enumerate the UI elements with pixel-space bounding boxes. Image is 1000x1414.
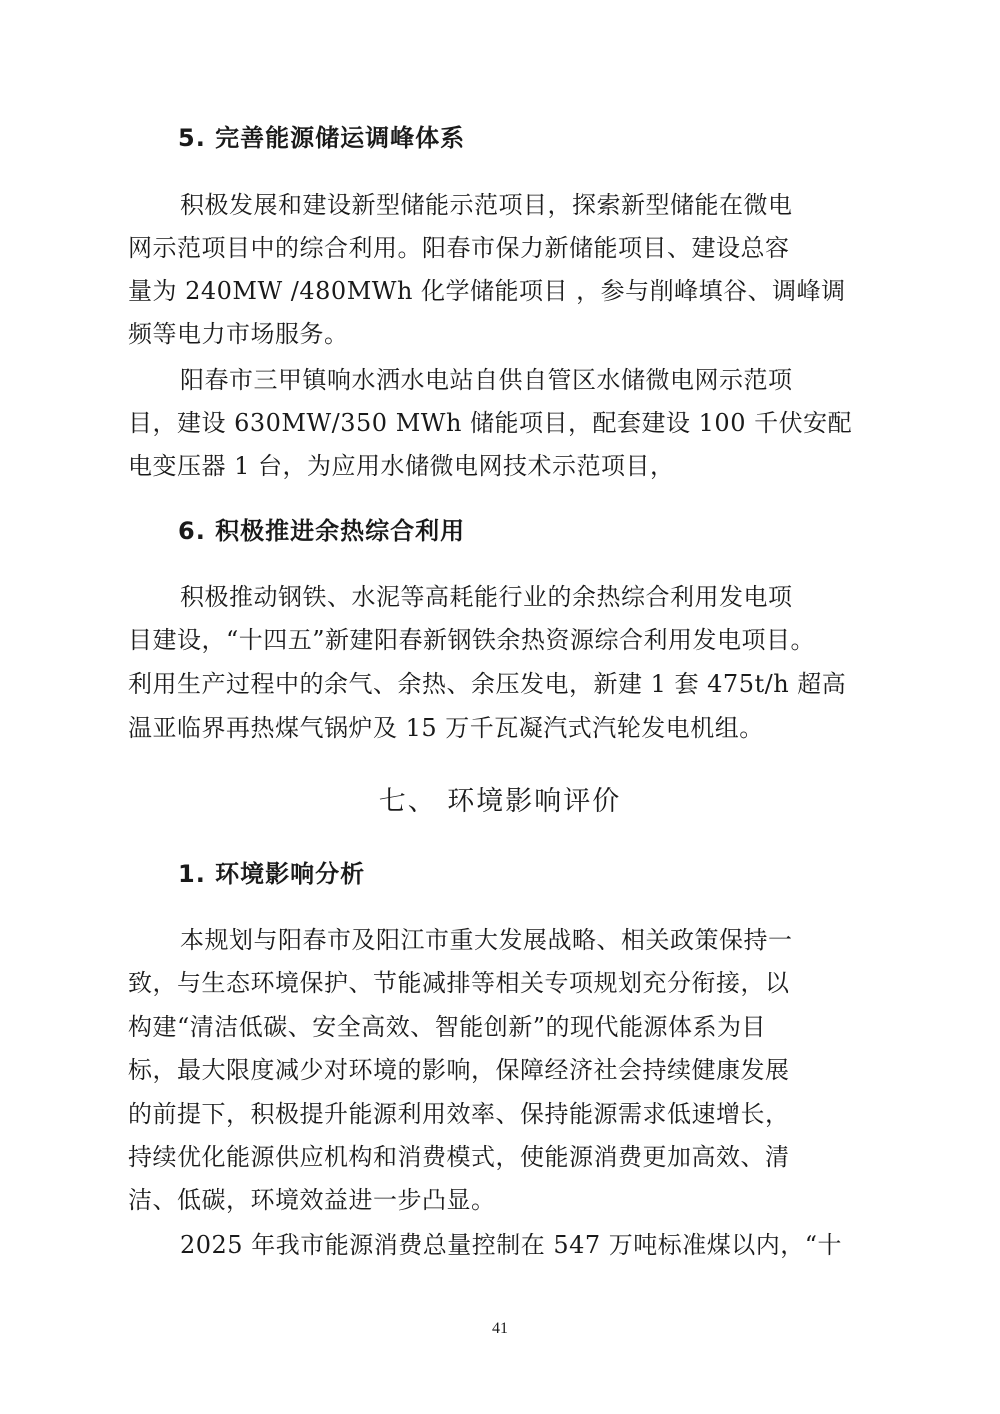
paragraph-line: 2025 年我市能源消费总量控制在 547 万吨标准煤以内，“十 [180,1231,843,1259]
paragraph-line: 利用生产过程中的余气、余热、余压发电，新建 1 套 475t/h 超高 [128,670,847,698]
paragraph-line: 频等电力市场服务。 [128,320,349,348]
paragraph-line: 阳春市三甲镇响水洒水电站自供自管区水储微电网示范项 [180,366,793,394]
paragraph-line: 致，与生态环境保护、节能减排等相关专项规划充分衔接，以 [128,969,790,997]
paragraph-line: 标，最大限度减少对环境的影响，保障经济社会持续健康发展 [128,1056,790,1084]
paragraph-line: 积极发展和建设新型储能示范项目，探索新型储能在微电 [180,191,793,219]
paragraph-line: 的前提下，积极提升能源利用效率、保持能源需求低速增长， [128,1100,790,1128]
paragraph-line: 目建设，“十四五”新建阳春新钢铁余热资源综合利用发电项目。 [128,626,816,654]
page-number: 41 [492,1320,508,1337]
paragraph-line: 洁、低碳，环境效益进一步凸显。 [128,1186,496,1214]
paragraph-line: 温亚临界再热煤气锅炉及 15 万千瓦凝汽式汽轮发电机组。 [128,714,764,742]
subsection-heading-1: 1. 环境影响分析 [178,860,366,888]
section-heading-5: 5. 完善能源储运调峰体系 [178,124,466,152]
section-heading-6: 6. 积极推进余热综合利用 [178,517,466,545]
paragraph-line: 目，建设 630MW/350 MWh 储能项目，配套建设 100 千伏安配 [128,409,853,437]
paragraph-line: 积极推动钢铁、水泥等高耗能行业的余热综合利用发电项 [180,583,793,611]
paragraph-line: 网示范项目中的综合利用。阳春市保力新储能项目、建设总容 [128,234,790,262]
paragraph-line: 持续优化能源供应机构和消费模式，使能源消费更加高效、清 [128,1143,790,1171]
paragraph-line: 量为 240MW /480MWh 化学储能项目 ，参与削峰填谷、调峰调 [128,277,846,305]
chapter-title: 七、 环境影响评价 [378,786,622,817]
paragraph-line: 本规划与阳春市及阳江市重大发展战略、相关政策保持一 [180,926,793,954]
paragraph-line: 构建“清洁低碳、安全高效、智能创新”的现代能源体系为目 [128,1013,767,1041]
paragraph-line: 电变压器 1 台，为应用水储微电网技术示范项目， [128,452,675,480]
